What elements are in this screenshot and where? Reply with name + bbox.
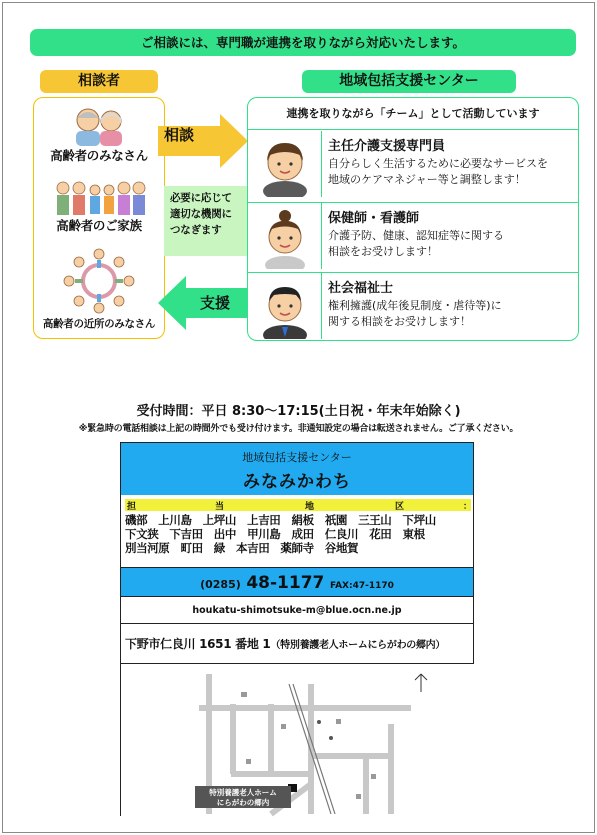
fax-number: FAX:47-1170 xyxy=(329,581,394,591)
nurse-avatar-icon xyxy=(248,203,322,269)
client-family xyxy=(34,180,164,234)
phone-prefix: (0285) xyxy=(200,578,241,591)
area-label-char: 地 xyxy=(305,502,315,512)
address xyxy=(121,624,473,664)
access-map xyxy=(121,664,473,817)
staff-desc-line: 権利擁護(成年後見制度・虐待等)に xyxy=(328,299,502,312)
consult-label: 相談 xyxy=(164,126,195,144)
staff-social-worker xyxy=(248,273,578,339)
referral-note-line: 必要に応じて xyxy=(170,192,232,204)
client-caption: 高齢者のみなさん xyxy=(50,148,148,163)
destination-label-line: にらがわの郷内 xyxy=(216,798,270,807)
referral-note xyxy=(164,186,247,256)
client-elderly xyxy=(34,106,164,164)
address-note: （特別養護老人ホームにらがわの郷内） xyxy=(270,640,446,651)
staff-desc-line: 関する相談をお受けします！ xyxy=(328,315,471,328)
staff-desc-line: 地域のケアマネジャー等と調整します！ xyxy=(328,173,526,186)
area-line: 磯部 上川島 上坪山 上吉田 絹板 祇園 三王山 下坪山 xyxy=(125,513,436,527)
office-hours: 受付時間：平日 8:30～17:15(土日祝・年末年始除く) xyxy=(136,404,461,419)
emergency-note: ※緊急時の電話相談は上記の時間外でも受け付けます。非通知設定の場合は転送されません。ご了承ください。 xyxy=(78,424,519,434)
referral-note-line: 適切な機関に xyxy=(170,208,232,220)
card-header xyxy=(121,443,473,495)
staff-desc-line: 相談をお受けします！ xyxy=(328,245,438,258)
area-list xyxy=(125,513,475,555)
client-caption: 高齢者のご家族 xyxy=(56,218,142,233)
area-label-char: 当 xyxy=(215,502,225,512)
card-subtitle: 地域包括支援センター xyxy=(242,451,352,464)
phone-bar xyxy=(121,567,473,597)
phone-number[interactable]: 48-1177 xyxy=(246,573,325,593)
staff-title: 主任介護支援専門員 xyxy=(328,139,446,154)
area-line: 別当河原 町田 緑 本吉田 薬師寺 谷地賀 xyxy=(125,541,359,555)
staff-desc-line: 自分らしく生活するために必要なサービスを xyxy=(328,157,548,170)
area-line: 下文狭 下吉田 出中 甲川島 成田 仁良川 花田 東根 xyxy=(125,527,425,541)
clients-box xyxy=(33,97,165,339)
clients-label: 相談者 xyxy=(40,70,158,93)
area-label xyxy=(125,499,471,511)
map-drawing xyxy=(121,664,475,817)
area-label-char: 区 xyxy=(395,502,405,512)
top-banner: ご相談には、専門職が連携を取りながら対応いたします。 xyxy=(30,29,576,56)
client-caption: 高齢者の近所のみなさん xyxy=(42,318,156,330)
elderly-couple-illustration xyxy=(34,106,164,146)
center-team-box xyxy=(247,97,579,341)
team-heading: 連携を取りながら「チーム」として活動しています xyxy=(248,98,578,130)
center-label: 地域包括支援センター xyxy=(302,70,516,93)
client-neighbors xyxy=(34,246,164,331)
contact-card xyxy=(120,442,474,816)
referral-note-line: つなぎます xyxy=(170,224,222,236)
social-worker-avatar-icon xyxy=(248,273,322,339)
email-address[interactable]: houkatu-shimotsuke-m@blue.ocn.ne.jp xyxy=(121,597,473,624)
area-label-char: 担 xyxy=(127,502,137,512)
staff-desc-line: 介護予防、健康、認知症等に関する xyxy=(328,229,504,242)
address-main: 下野市仁良川 1651 番地 1 xyxy=(125,637,271,651)
destination-label-line: 特別養護老人ホーム xyxy=(209,788,277,797)
neighbors-circle-illustration xyxy=(34,246,164,316)
care-manager-avatar-icon xyxy=(248,131,322,197)
staff-title: 社会福祉士 xyxy=(328,281,394,296)
staff-nurse xyxy=(248,203,578,269)
area-label-char: ： xyxy=(463,502,473,512)
family-illustration xyxy=(34,180,164,216)
staff-care-manager xyxy=(248,131,578,197)
support-label: 支援 xyxy=(200,294,231,312)
staff-title: 保健師・看護師 xyxy=(328,211,420,226)
center-name: みなみかわち xyxy=(243,472,351,492)
